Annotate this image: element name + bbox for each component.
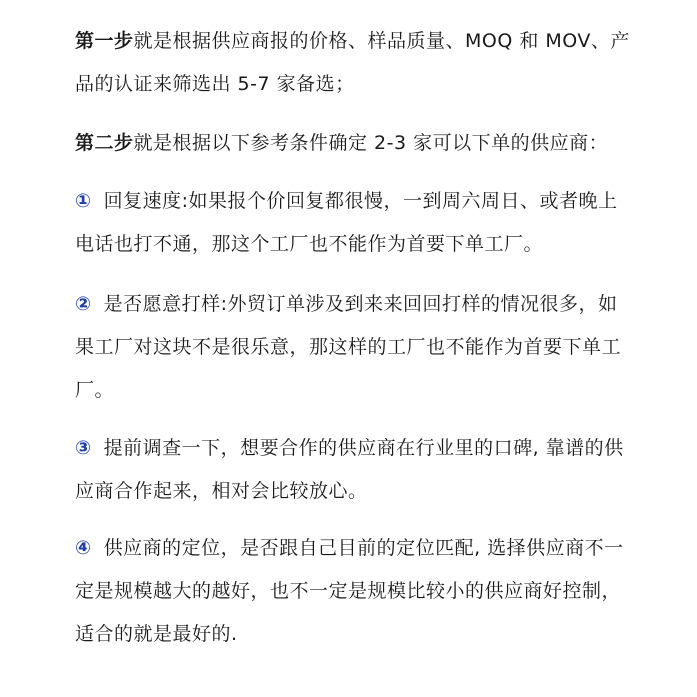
criterion-item-response-speed [75,180,635,266]
criterion-item-reputation [75,427,635,513]
step-two-paragraph [75,122,635,165]
circled-number-four: ④ [75,537,92,559]
criterion-item-positioning [75,527,635,656]
criterion-text: 供应商的定位，是否跟自己目前的定位匹配, 选择供应商不一定是规模越大的越好，也不一定是规模比较小的供应商好控制，适合的就是最好的. [75,537,624,645]
criterion-item-sampling [75,283,635,412]
circled-number-two: ② [75,293,92,315]
step-one-label: 第一步 [75,30,134,52]
circled-number-three: ③ [75,437,92,459]
step-one-text: 就是根据供应商报的价格、样品质量、MOQ 和 MOV、产品的认证来筛选出 5-7 家备选； [75,30,630,95]
step-one-paragraph [75,20,635,106]
criterion-text: 是否愿意打样:外贸订单涉及到来来回回打样的情况很多，如果工厂对这块不是很乐意，那这样的工厂也不能作为首要下单工厂。 [75,293,622,401]
criterion-text: 提前调查一下，想要合作的供应商在行业里的口碑, 靠谱的供应商合作起来，相对会比较放心。 [75,437,624,502]
step-two-text: 就是根据以下参考条件确定 2-3 家可以下单的供应商： [133,132,609,154]
criterion-text: 回复速度:如果报个价回复都很慢，一到周六周日、或者晚上电话也打不通，那这个工厂也不能作为首要下单工厂。 [75,190,618,255]
circled-number-one: ① [75,190,92,212]
step-two-label: 第二步 [75,132,134,154]
